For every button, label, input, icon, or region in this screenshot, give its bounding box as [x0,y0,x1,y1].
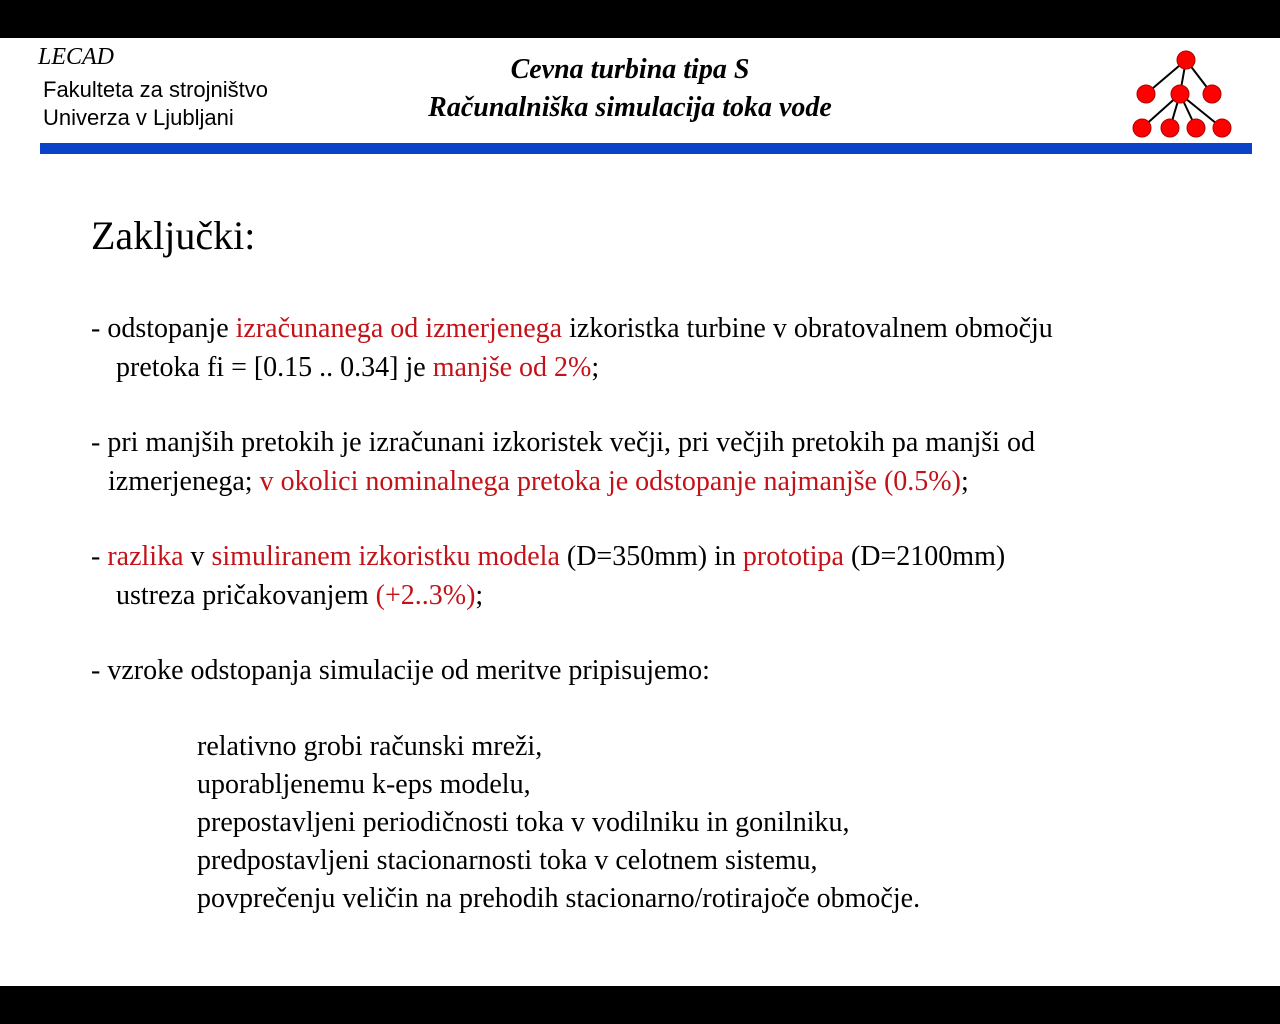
bullet-3-line-2 [116,580,483,612]
bullet-1-text-2: pretoka fi = [0.15 .. 0.34] je [116,352,433,383]
university-name: Univerza v Ljubljani [43,105,234,130]
bullet-3-text-2: (D=350mm) in [559,541,743,572]
bullet-1-text: - odstopanje [91,313,236,344]
header-divider-bar [40,143,1252,154]
bullet-1-end: ; [591,352,600,383]
bullet-1-text-cont: izkoristka turbine v obratovalnem območju [562,313,1053,344]
bullet-1-highlight: izračunanega od izmerjenega [235,313,563,344]
bullet-3-text: v [183,541,212,572]
cause-item: prepostavljeni periodičnosti toka v vodilniku in gonilniku, [197,807,850,838]
bullet-3-end: ; [475,580,484,611]
cause-item: uporabljenemu k-eps modelu, [197,769,531,800]
cause-item: relativno grobi računski mreži, [197,731,543,762]
bullet-1-line-2 [116,352,599,384]
bullet-2-end: ; [960,466,969,497]
bullet-4-text: - vzroke odstopanja simulacije od meritve pripisujemo: [91,655,710,686]
bullet-1-highlight-2: manjše od 2% [432,352,592,383]
bullet-1-line-1 [91,313,1053,345]
bullet-4-line-1 [91,655,710,687]
slide-subtitle: Računalniška simulacija toka vode [428,92,832,123]
bullet-2-line-1 [91,427,1035,459]
bullet-3-highlight-1: razlika [107,541,184,572]
org-name: LECAD [38,44,115,70]
bullet-3-highlight-4: (+2..3%) [375,580,476,611]
red-node-tree-icon [1128,50,1240,140]
bullet-3-text-3: (D=2100mm) [843,541,1006,572]
bullet-2-text-2: izmerjenega; [108,466,260,497]
cause-item: predpostavljeni stacionarnosti toka v celotnem sistemu, [197,845,818,876]
slide-title: Cevna turbina tipa S [510,54,750,85]
bullet-2-text: - pri manjših pretokih je izračunani izkoristek večji, pri večjih pretokih pa manjši od [91,427,1035,458]
slide [0,38,1280,986]
bullet-3-line-1 [91,541,1005,573]
faculty-name: Fakulteta za strojništvo [43,77,268,102]
bullet-2-highlight: v okolici nominalnega pretoka je odstopanje najmanjše (0.5%) [259,466,961,497]
cause-item: povprečenju veličin na prehodih stacionarno/rotirajoče območje. [197,883,921,914]
bullet-3-dash: - [91,541,108,572]
bullet-3-highlight-3: prototipa [742,541,844,572]
section-heading: Zaključki: [91,213,256,258]
bullet-3-text-4: ustreza pričakovanjem [116,580,376,611]
bullet-2-line-2 [108,466,969,498]
bullet-3-highlight-2: simuliranem izkoristku modela [211,541,560,572]
